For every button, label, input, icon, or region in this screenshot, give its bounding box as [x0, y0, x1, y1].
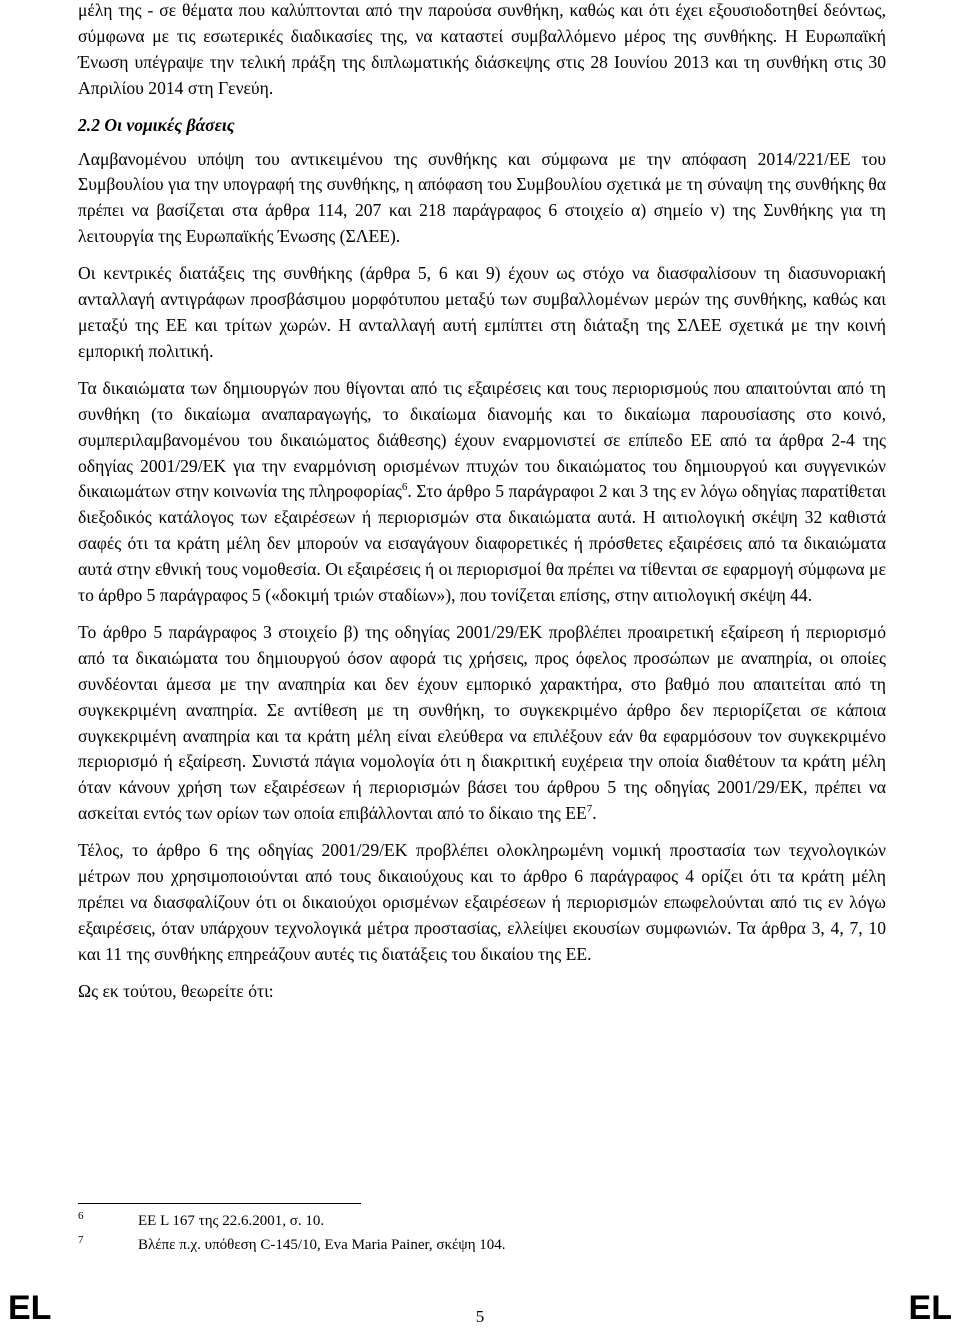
section-heading: 2.2 Οι νομικές βάσεις: [78, 114, 235, 135]
paragraph-central-provisions: Οι κεντρικές διατάξεις της συνθήκης (άρθρα 5, 6 και 9) έχουν ως στόχο να διασφαλίσουν τη διασυνοριακή ανταλλαγή αντιγράφων προσβάσιμου μορφότυπου μεταξύ των συμβαλλομένων μερών της συνθήκης, καθώς και μεταξύ της ΕΕ και τρίτων χωρών. Η ανταλλαγή αυτή εμπίπτει στη διάταξη της ΣΛΕΕ σχετικά με την κοινή εμπορική πολιτική.: [78, 263, 886, 361]
paragraph-author-rights: [78, 376, 886, 609]
paragraph-article-5-part1: Το άρθρο 5 παράγραφος 3 στοιχείο β) της οδηγίας 2001/29/ΕΚ προβλέπει προαιρετική εξαίρεση ή περιορισμό από τα δικαιώματα του δημιουργού όσον αφορά τις χρήσεις, προς όφελος προσώπων με αναπηρία, οι οποίες συνδέονται άμεσα με την αναπηρία και δεν έχουν εμπορικό χαρακτήρα, στο βαθμό που απαιτείται από τη συγκεκριμένη αναπηρία. Σε αντίθεση με τη συνθήκη, το συγκεκριμένο άρθρο δεν περιορίζεται σε κάποια συγκεκριμένη αναπηρία και τα κράτη μέλη είναι ελεύθερα να επιλέξουν εάν θα εφαρμόσουν τον συγκεκριμένο περιορισμό ή εξαίρεση. Συνιστά πάγια νομολογία ότι η διακριτική ευχέρεια την οποία διαθέτουν τα κράτη μέλη όταν κάνουν χρήση των εξαιρέσεων ή περιορισμών βάσει του άρθρου 5 της οδηγίας 2001/29/ΕΚ, πρέπει να ασκείται εντός των ορίων των οποία επιβάλλονται από το δίκαιο της ΕΕ: [78, 621, 886, 824]
footnote-7: [78, 1233, 886, 1257]
page-number: 5: [475, 1307, 485, 1326]
paragraph-article-6: Τέλος, το άρθρο 6 της οδηγίας 2001/29/ΕΚ προβλέπει ολοκληρωμένη νομική προστασία των τεχνολογικών μέτρων που χρησιμοποιούνται από τους δικαιούχους και το άρθρο 6 παράγραφος 4 ορίζει ότι τα κράτη μέλη πρέπει να διασφαλίζουν ότι οι δικαιούχοι ορισμένων εξαιρέσεων ή περιορισμών επωφελούνται από τις εν λόγω εξαιρέσεις, όταν υπάρχουν τεχνολογικά μέτρα προστασίας, ελλείψει εκουσίων συμφωνιών. Τα άρθρα 3, 4, 7, 10 και 11 της συνθήκης επηρεάζουν αυτές τις διατάξεις του δικαίου της ΕΕ.: [78, 840, 886, 964]
paragraph-conclusion: Ως εκ τούτου, θεωρείτε ότι:: [78, 980, 274, 1001]
footnote-ref-6[interactable]: 6: [401, 481, 408, 494]
paragraph-intro: μέλη της - σε θέματα που καλύπτονται από την παρούσα συνθήκη, καθώς και ότι έχει εξουσιοδοτηθεί δεόντως, σύμφωνα με τις εσωτερικές διαδικασίες της, να καταστεί συμβαλλόμενο μέρος της συνθήκης. Η Ευρωπαϊκή Ένωση υπέγραψε την τελική πράξη της διπλωματικής διάσκεψης στις 28 Ιουνίου 2013 και τη συνθήκη στις 30 Απριλίου 2014 στη Γενεύη.: [78, 0, 886, 98]
paragraph-author-rights-part1: Τα δικαιώματα των δημιουργών που θίγονται από τις εξαιρέσεις και τους περιορισμούς που απαιτούνται από τη συνθήκη (το δικαίωμα αναπαραγωγής, το δικαίωμα διανομής και το δικαίωμα παρουσίασης στο κοινό, συμπεριλαμβανομένου του δικαιώματος διάθεσης) έχουν εναρμονιστεί σε επίπεδο ΕΕ από τα άρθρα 2-4 της οδηγίας 2001/29/ΕΚ για την εναρμόνιση ορισμένων πτυχών του δικαιώματος του δημιουργού και συγγενικών δικαιωμάτων στην κοινωνία της πληροφορίας: [78, 377, 886, 502]
language-code-right: EL: [908, 1289, 952, 1327]
footnote-text: Βλέπε π.χ. υπόθεση C-145/10, Eva Maria Painer, σκέψη 104.: [138, 1237, 506, 1253]
paragraph-article-5-part2: .: [592, 803, 597, 824]
footnote-divider: [78, 1203, 361, 1204]
body-text: [78, 0, 886, 1016]
page-footer: [0, 1282, 960, 1330]
footnote-number: 7: [78, 1234, 84, 1246]
footnote-ref-7[interactable]: 7: [586, 803, 593, 816]
language-code-left: EL: [8, 1289, 52, 1327]
footnote-6: [78, 1209, 886, 1233]
paragraph-author-rights-part2: . Στο άρθρο 5 παράγραφοι 2 και 3 της εν λόγω οδηγίας παρατίθεται διεξοδικός κατάλογος των εξαιρέσεων ή περιορισμών στα δικαιώματα αυτά. Η αιτιολογική σκέψη 32 καθιστά σαφές ότι τα κράτη μέλη δεν μπορούν να εισαγάγουν διαφορετικές ή πρόσθετες εξαιρέσεις από τα δικαιώματα αυτά στην εθνική τους νομοθεσία. Οι εξαιρέσεις ή οι περιορισμοί θα πρέπει να τίθενται σε εφαρμογή σύμφωνα με το άρθρο 5 παράγραφος 5 («δοκιμή τριών σταδίων»), που τονίζεται επίσης, στην αιτιολογική σκέψη 44.: [78, 481, 887, 606]
footnotes: [78, 1209, 886, 1257]
paragraph-article-5: [78, 620, 886, 827]
footnote-text: ΕΕ L 167 της 22.6.2001, σ. 10.: [138, 1213, 325, 1229]
footnote-number: 6: [78, 1210, 84, 1222]
paragraph-legal-basis: Λαμβανομένου υπόψη του αντικειμένου της συνθήκης και σύμφωνα με την απόφαση 2014/221/ΕΕ του Συμβουλίου για την υπογραφή της συνθήκης, η απόφαση του Συμβουλίου σχετικά με τη σύναψη της συνθήκης θα πρέπει να βασίζεται στα άρθρα 114, 207 και 218 παράγραφος 6 στοιχείο α) σημείο v) της Συνθήκης για τη λειτουργία της Ευρωπαϊκής Ένωσης (ΣΛΕΕ).: [78, 148, 886, 247]
